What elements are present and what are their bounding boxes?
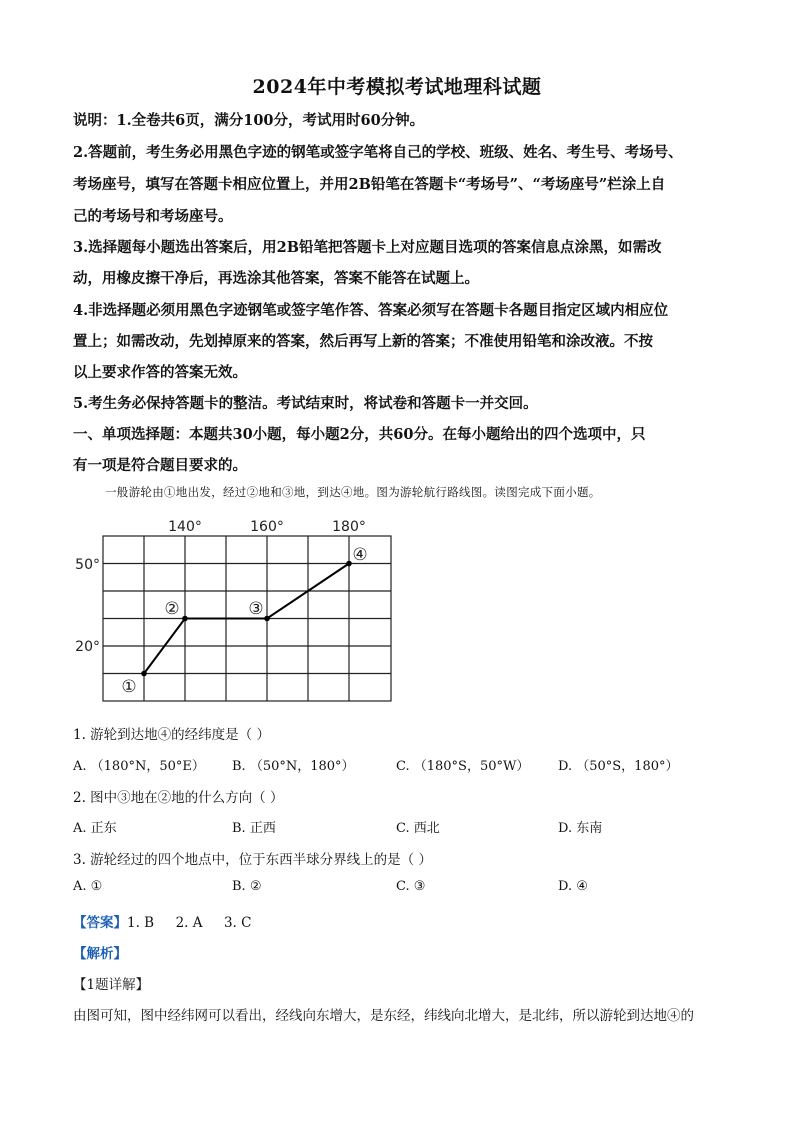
instruction-line: 4.非选择题必须用黑色字迹钢笔或签字笔作答、答案必须写在答题卡各题目指定区域内相应位 [73, 302, 669, 319]
point-label-3: ③ [248, 599, 264, 619]
instruction-line: 置上；如需改动，先划掉原来的答案，然后再写上新的答案；不准使用铅笔和涂改液。不按 [73, 333, 653, 350]
answer-item: 2. A [175, 915, 203, 931]
option-b: B. （50°N，180°） [232, 759, 355, 774]
point-label-2: ② [164, 599, 180, 619]
route-map [70, 512, 400, 707]
latitude-label: 20° [75, 639, 100, 655]
option-b: B. 正西 [232, 821, 276, 836]
page-title: 2024年中考模拟考试地理科试题 [252, 76, 542, 98]
longitude-label: 180° [332, 519, 366, 535]
section-heading: 一、单项选择题：本题共30小题，每小题2分，共60分。在每小题给出的四个选项中，只 [73, 426, 646, 443]
answer-item: 1. B [127, 915, 155, 931]
question-stem: 2. 图中③地在②地的什么方向（ ） [73, 790, 284, 806]
detail-text: 由图可知，图中经纬网可以看出，经线向东增大，是东经，纬线向北增大，是北纬，所以游轮到达地④的 [73, 1008, 694, 1024]
instruction-line: 以上要求作答的答案无效。 [73, 364, 247, 381]
point-label-4: ④ [352, 545, 368, 565]
instruction-line: 己的考场号和考场座号。 [73, 208, 233, 225]
question-intro: 一般游轮由①地出发，经过②地和③地，到达④地。图为游轮航行路线图。读图完成下面小题。 [105, 485, 601, 499]
option-a: A. （180°N，50°E） [73, 759, 205, 774]
option-d: D. （50°S，180°） [558, 759, 679, 774]
instruction-line: 3.选择题每小题选出答案后，用2B铅笔把答题卡上对应题目选项的答案信息点涂黑，如需改 [73, 239, 662, 256]
instruction-line: 2.答题前，考生务必用黑色字迹的钢笔或签字笔将自己的学校、班级、姓名、考生号、考场号、 [73, 144, 683, 161]
instruction-line: 说明：1.全卷共6页，满分100分，考试用时60分钟。 [73, 112, 425, 129]
instruction-line: 5.考生务必保持答题卡的整洁。考试结束时，将试卷和答题卡一并交回。 [73, 395, 538, 412]
option-b: B. ② [232, 879, 262, 894]
route-point [182, 616, 188, 622]
option-c: C. （180°S，50°W） [396, 759, 530, 774]
analysis-label: 【解析】 [73, 946, 127, 962]
route-point [264, 616, 270, 622]
answer-line [73, 911, 251, 931]
option-c: C. ③ [396, 879, 426, 894]
instruction-line: 考场座号，填写在答题卡相应位置上，并用2B铅笔在答题卡“考场号”、“考场座号”栏涂上自 [73, 176, 666, 193]
option-d: D. 东南 [558, 821, 603, 836]
instruction-line: 动，用橡皮擦干净后，再选涂其他答案，答案不能答在试题上。 [73, 270, 479, 287]
option-c: C. 西北 [396, 821, 440, 836]
option-a: A. ① [73, 879, 103, 894]
option-a: A. 正东 [73, 821, 117, 836]
longitude-label: 160° [250, 519, 284, 535]
latitude-label: 50° [75, 557, 100, 573]
point-label-1: ① [121, 677, 137, 697]
section-heading: 有一项是符合题目要求的。 [73, 457, 247, 474]
option-d: D. ④ [558, 879, 588, 894]
detail-label: 【1题详解】 [73, 977, 150, 993]
route-point [141, 671, 147, 677]
question-stem: 3. 游轮经过的四个地点中，位于东西半球分界线上的是（ ） [73, 852, 432, 868]
route-point [346, 561, 352, 567]
answer-item: 3. C [223, 915, 252, 931]
answer-label: 【答案】 [73, 915, 127, 931]
question-stem: 1. 游轮到达地④的经纬度是（ ） [73, 727, 270, 743]
longitude-label: 140° [168, 519, 202, 535]
